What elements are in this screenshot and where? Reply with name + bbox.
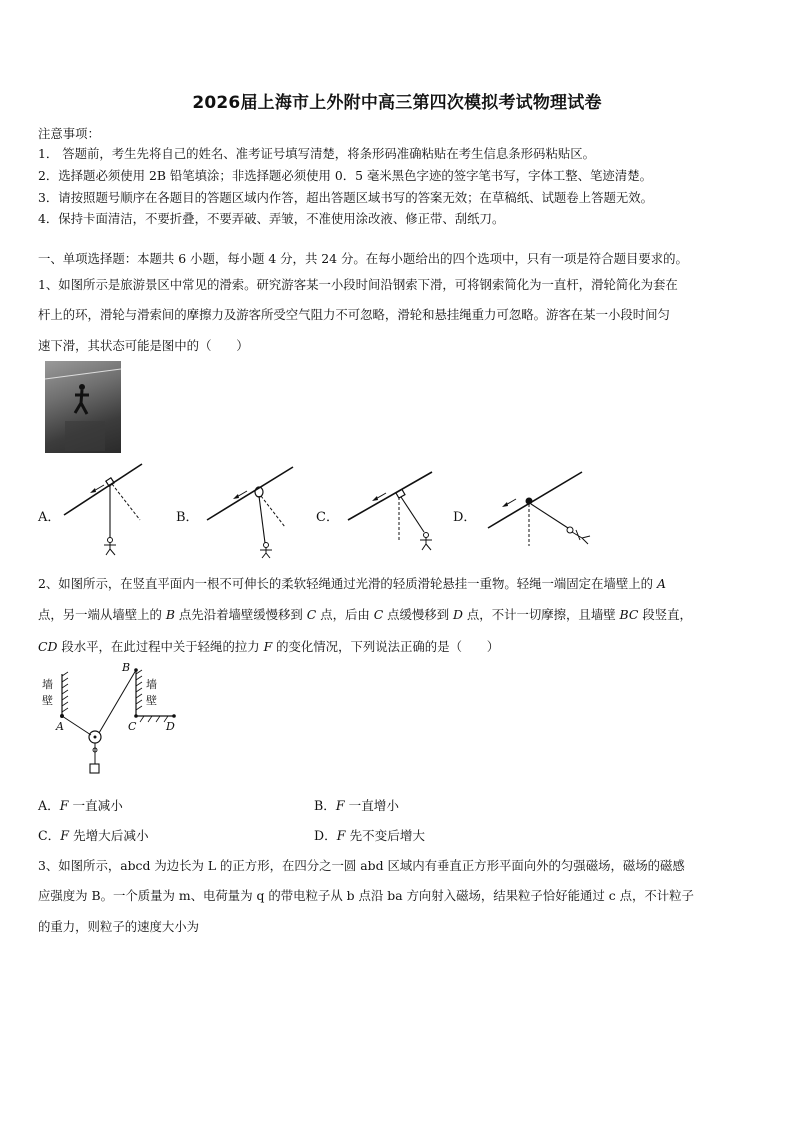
q2-option-d[interactable]: D．F 先不变后增大 bbox=[314, 828, 426, 843]
question-3-text: 的重力，则粒子的速度大小为 bbox=[38, 919, 200, 934]
notice-item: 2．选择题必须使用 2B 铅笔填涂；非选择题必须使用 0．5 毫米黑色字迹的签字笔书写，字体工整、笔迹清楚。 bbox=[38, 168, 652, 183]
wall-label: 壁 bbox=[42, 694, 53, 707]
option-c-label: C． bbox=[316, 510, 339, 525]
section-heading: 一、单项选择题：本题共 6 小题，每小题 4 分，共 24 分。在每小题给出的四个选项中，只有一项是符合题目要求的。 bbox=[38, 251, 688, 266]
option-b-diagram bbox=[205, 465, 305, 560]
point-a-label: A bbox=[56, 720, 64, 733]
point-c-label: C bbox=[128, 720, 137, 733]
notice-heading: 注意事项： bbox=[38, 126, 100, 141]
notice-item: 4．保持卡面清洁，不要折叠，不要弄破、弄皱，不准使用涂改液、修正带、刮纸刀。 bbox=[38, 211, 505, 226]
q2-option-a[interactable]: A．F 一直减小 bbox=[38, 798, 123, 813]
question-2-text: 点，另一端从墙壁上的 B 点先沿着墙壁缓慢移到 C 点，后由 C 点缓慢移到 D 点，不计一切摩擦，且墙壁 BC 段竖直， bbox=[38, 607, 692, 622]
wall-label: 墙 bbox=[42, 678, 53, 691]
page-title: 2026届上海市上外附中高三第四次模拟考试物理试卷 bbox=[192, 93, 602, 113]
question-2-text: 2、如图所示，在竖直平面内一根不可伸长的柔软轻绳通过光滑的轻质滑轮悬挂一重物。轻绳一端固定在墙壁上的 A bbox=[38, 576, 666, 591]
question-3-text: 3、如图所示，abcd 为边长为 L 的正方形，在四分之一圆 abd 区域内有垂直正方形平面向外的匀强磁场，磁场的磁感 bbox=[38, 858, 685, 873]
option-b-label: B． bbox=[176, 510, 199, 525]
question-3-text: 应强度为 B。一个质量为 m、电荷量为 q 的带电粒子从 b 点沿 ba 方向射入磁场，结果粒子恰好能通过 c 点，不计粒子 bbox=[38, 888, 694, 903]
option-c-diagram bbox=[346, 470, 446, 565]
point-d-label: D bbox=[166, 720, 175, 733]
notice-item: 1． 答题前，考生先将自己的姓名、准考证号填写清楚，将条形码准确粘贴在考生信息条形码粘贴区。 bbox=[38, 146, 596, 161]
wall-label: 壁 bbox=[146, 694, 157, 707]
point-b-label: B bbox=[122, 661, 131, 674]
q2-option-c[interactable]: C．F 先增大后减小 bbox=[38, 828, 149, 843]
wall-label: 墙 bbox=[146, 678, 157, 691]
zipline-photo bbox=[45, 361, 121, 453]
option-d-diagram bbox=[486, 470, 606, 565]
option-a-diagram bbox=[62, 462, 162, 557]
question-1-text: 杆上的环，滑轮与滑索间的摩擦力及游客所受空气阻力不可忽略，滑轮和悬挂绳重力可忽略。游客在某一小段时间匀 bbox=[38, 307, 670, 322]
question-1-text: 1、如图所示是旅游景区中常见的滑索。研究游客某一小段时间沿钢索下滑，可将钢索简化为一直杆，滑轮简化为套在 bbox=[38, 277, 678, 292]
option-d-label: D． bbox=[453, 510, 477, 525]
question-1-text: 速下滑，其状态可能是图中的（ ） bbox=[38, 338, 249, 353]
q2-option-b[interactable]: B．F 一直增小 bbox=[314, 798, 399, 813]
question-2-text: CD 段水平，在此过程中关于轻绳的拉力 F 的变化情况，下列说法正确的是（ ） bbox=[38, 639, 500, 654]
notice-item: 3．请按照题号顺序在各题目的答题区域内作答，超出答题区域书写的答案无效；在草稿纸、试题卷上答题无效。 bbox=[38, 190, 654, 205]
option-a-label: A． bbox=[38, 510, 61, 525]
